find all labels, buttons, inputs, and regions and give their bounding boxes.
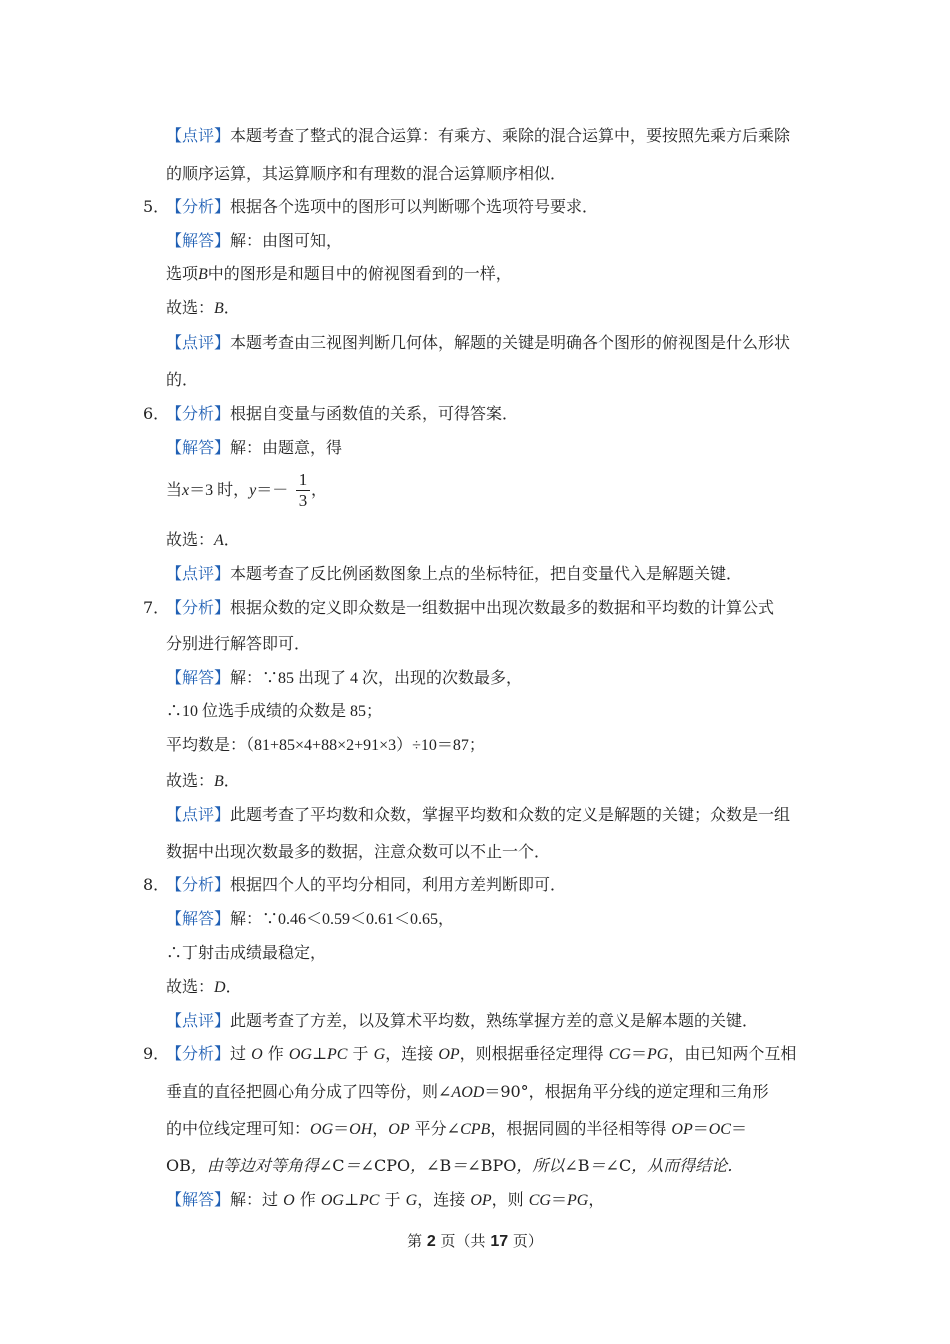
text-segment: ＝ <box>630 1044 647 1063</box>
page-footer <box>0 1231 950 1252</box>
text-segment: 作 <box>262 1044 289 1063</box>
q5-option-text-c: 中的图形是和题目中的俯视图看到的一样， <box>207 264 512 283</box>
footer-pre: 第 <box>407 1232 427 1250</box>
q6-review-text: 本题考查了反比例函数图象上点的坐标特征，把自变量代入是解题关键． <box>230 564 743 583</box>
text-segment: 过 <box>230 1044 252 1063</box>
math-variable: ，∠ <box>410 1158 440 1175</box>
q5-number: 5． <box>143 197 170 216</box>
math-variable: OP <box>671 1121 693 1138</box>
q7-review-text-2: 数据中出现次数最多的数据，注意众数可以不止一个． <box>166 842 551 861</box>
analysis-tag: 【分析】 <box>166 875 231 894</box>
text-segment: 解：过 <box>230 1190 284 1209</box>
text-segment: ＝ <box>692 1119 709 1138</box>
text-segment: BPO <box>480 1156 517 1175</box>
text-segment: ，连接 <box>385 1044 439 1063</box>
answer-tag: 【解答】 <box>166 909 231 928</box>
q5-choose-label: 故选： <box>166 298 215 317</box>
math-variable: AOD <box>451 1084 485 1101</box>
q7-number: 7． <box>143 598 170 617</box>
q7-analysis-text-1: 根据众数的定义即众数是一组数据中出现次数最多的数据和平均数的计算公式 <box>230 598 775 617</box>
math-variable: ＝∠ <box>451 1158 481 1175</box>
math-variable: G <box>405 1192 418 1209</box>
text-segment: ， <box>372 1119 389 1138</box>
q8-analysis-text: 根据四个人的平均分相同，利用方差判断即可． <box>230 875 567 894</box>
q6-choose-value: A <box>214 532 224 549</box>
answer-tag: 【解答】 <box>166 1190 231 1209</box>
q9-analysis-text-1 <box>230 1044 796 1063</box>
math-variable: OP <box>470 1192 492 1209</box>
q4-review-text-2: 的顺序运算，其运算顺序和有理数的混合运算顺序相似． <box>166 164 567 183</box>
review-tag: 【点评】 <box>166 805 231 824</box>
q6-choose-period: ． <box>223 530 240 549</box>
analysis-tag: 【分析】 <box>166 1044 231 1063</box>
text-segment: ，根据同圆的半径相等得 <box>490 1119 672 1138</box>
text-segment: ，则根据垂径定理得 <box>459 1044 609 1063</box>
q7-mode-text: ∴10 位选手成绩的众数是 85； <box>166 703 383 720</box>
math-variable: ＝∠ <box>589 1158 619 1175</box>
footer-post: 页） <box>508 1232 543 1250</box>
review-tag: 【点评】 <box>166 333 231 352</box>
page-number: 2 <box>426 1233 436 1250</box>
q5-review-text-1: 本题考查由三视图判断几何体，解题的关键是明确各个图形的俯视图是什么形状 <box>230 333 791 352</box>
math-variable: OG <box>288 1046 312 1063</box>
math-variable: CG <box>608 1046 631 1063</box>
math-variable: OP <box>388 1121 410 1138</box>
analysis-tag: 【分析】 <box>166 404 231 423</box>
q7-choose-label: 故选： <box>166 771 215 790</box>
text-segment: ＝ <box>730 1119 747 1138</box>
math-variable: OC <box>708 1121 731 1138</box>
text-segment: C <box>332 1156 345 1175</box>
q6-when: 当 <box>166 480 183 499</box>
math-variable: ＝∠ <box>344 1158 374 1175</box>
q7-answer-text: 解：∵85 出现了 4 次，出现的次数最多， <box>230 670 523 687</box>
text-segment: ，连接 <box>417 1190 471 1209</box>
q7-mean-text: 平均数是：（81+85×4+88×2+91×3）÷10＝87； <box>166 737 485 754</box>
q6-number: 6． <box>143 404 170 423</box>
text-segment: ＝ <box>333 1119 350 1138</box>
q9-number: 9． <box>143 1044 170 1063</box>
answer-tag: 【解答】 <box>166 438 231 457</box>
q9-analysis-text-3 <box>166 1119 747 1140</box>
q6-var-x: x <box>182 482 190 499</box>
q8-choose-period: ． <box>225 977 242 996</box>
math-variable: OG <box>320 1192 344 1209</box>
q6-comma: ， <box>311 480 328 499</box>
math-variable: CG <box>528 1192 551 1209</box>
q9-analysis-text-2 <box>166 1082 769 1103</box>
q4-review-text-1: 本题考查了整式的混合运算：有乘方、乘除的混合运算中，要按照先乘方后乘除 <box>230 126 791 145</box>
text-segment: 的中位线定理可知： <box>166 1119 311 1138</box>
math-variable: CPB <box>460 1121 491 1138</box>
q8-review-text: 此题考查了方差，以及算术平均数，熟练掌握方差的意义是解本题的关键． <box>230 1011 759 1030</box>
text-segment: ＝ <box>550 1190 567 1209</box>
math-variable: O <box>251 1046 263 1063</box>
q8-choose-label: 故选： <box>166 977 215 996</box>
text-segment: ，则 <box>491 1190 529 1209</box>
text-segment: ⊥ <box>343 1190 360 1209</box>
math-variable: OH <box>349 1121 373 1138</box>
q5-review-text-2: 的． <box>166 370 199 389</box>
math-variable: PG <box>646 1046 669 1063</box>
q6-frac-numerator: 1 <box>298 470 308 489</box>
text-segment: ，由已知两个互相 <box>668 1044 797 1063</box>
math-variable: ，由等边对等角得∠ <box>190 1158 333 1175</box>
text-segment: ， <box>588 1190 605 1209</box>
math-variable: O <box>283 1192 295 1209</box>
q6-eq-neg: ＝－ <box>256 482 289 499</box>
math-variable: OP <box>438 1046 460 1063</box>
q9-answer-text <box>230 1190 604 1209</box>
q7-analysis-text-2: 分别进行解答即可． <box>166 634 311 653</box>
q8-stable-text: ∴丁射击成绩最稳定， <box>166 943 327 962</box>
q6-analysis-text: 根据自变量与函数值的关系，可得答案． <box>230 404 519 423</box>
q5-choose-period: ． <box>223 298 240 317</box>
q7-review-text-1: 此题考查了平均数和众数，掌握平均数和众数的定义是解题的关键；众数是一组 <box>230 805 791 824</box>
analysis-tag: 【分析】 <box>166 598 231 617</box>
q5-analysis-text: 根据各个选项中的图形可以判断哪个选项符号要求． <box>230 197 599 216</box>
text-segment: 于 <box>379 1190 406 1209</box>
review-tag: 【点评】 <box>166 564 231 583</box>
math-variable: PC <box>359 1192 380 1209</box>
math-variable: PC <box>327 1046 348 1063</box>
text-segment: B <box>439 1156 452 1175</box>
text-segment: 平分∠ <box>409 1119 461 1138</box>
q5-option-text-a: 选项 <box>166 264 199 283</box>
text-segment: 作 <box>294 1190 321 1209</box>
q8-choose-value: D <box>214 979 226 996</box>
q5-choose-value: B <box>214 300 224 317</box>
q9-analysis-text-4 <box>166 1156 743 1177</box>
math-variable: ，所以∠ <box>516 1158 578 1175</box>
q8-answer-text: 解：∵0.46＜0.59＜0.61＜0.65， <box>230 911 455 928</box>
q6-fraction <box>296 471 310 511</box>
q5-option-letter: B <box>198 266 208 283</box>
math-variable: G <box>373 1046 386 1063</box>
review-tag: 【点评】 <box>166 126 231 145</box>
q6-eq-3: ＝3 时， <box>189 482 250 499</box>
text-segment: 垂直的直径把圆心角分成了四等份，则∠ <box>166 1082 452 1101</box>
text-segment: 于 <box>347 1044 374 1063</box>
q6-answer-text: 解：由题意，得 <box>230 438 343 457</box>
text-segment: ＝90°，根据角平分线的逆定理和三角形 <box>484 1082 769 1101</box>
answer-tag: 【解答】 <box>166 668 231 687</box>
q6-var-y: y <box>249 482 257 499</box>
text-segment: OB <box>166 1156 191 1175</box>
text-segment: B <box>577 1156 590 1175</box>
text-segment: ⊥ <box>311 1044 328 1063</box>
q6-frac-denominator: 3 <box>298 491 308 510</box>
math-variable: ，从而得结论． <box>631 1158 744 1175</box>
q7-choose-value: B <box>214 773 224 790</box>
math-variable: PG <box>566 1192 589 1209</box>
q8-number: 8． <box>143 875 170 894</box>
q6-choose-label: 故选： <box>166 530 215 549</box>
q5-answer-text: 解：由图可知， <box>230 231 343 250</box>
text-segment: C <box>618 1156 632 1175</box>
answer-tag: 【解答】 <box>166 231 231 250</box>
q9-analysis-seg-1 <box>166 1044 796 1065</box>
review-tag: 【点评】 <box>166 1011 231 1030</box>
text-segment: CPO <box>373 1156 411 1175</box>
footer-mid: 页（共 <box>435 1232 491 1250</box>
total-pages: 17 <box>490 1233 509 1250</box>
q7-choose-period: ． <box>223 771 240 790</box>
math-variable: OG <box>310 1121 334 1138</box>
analysis-tag: 【分析】 <box>166 197 231 216</box>
